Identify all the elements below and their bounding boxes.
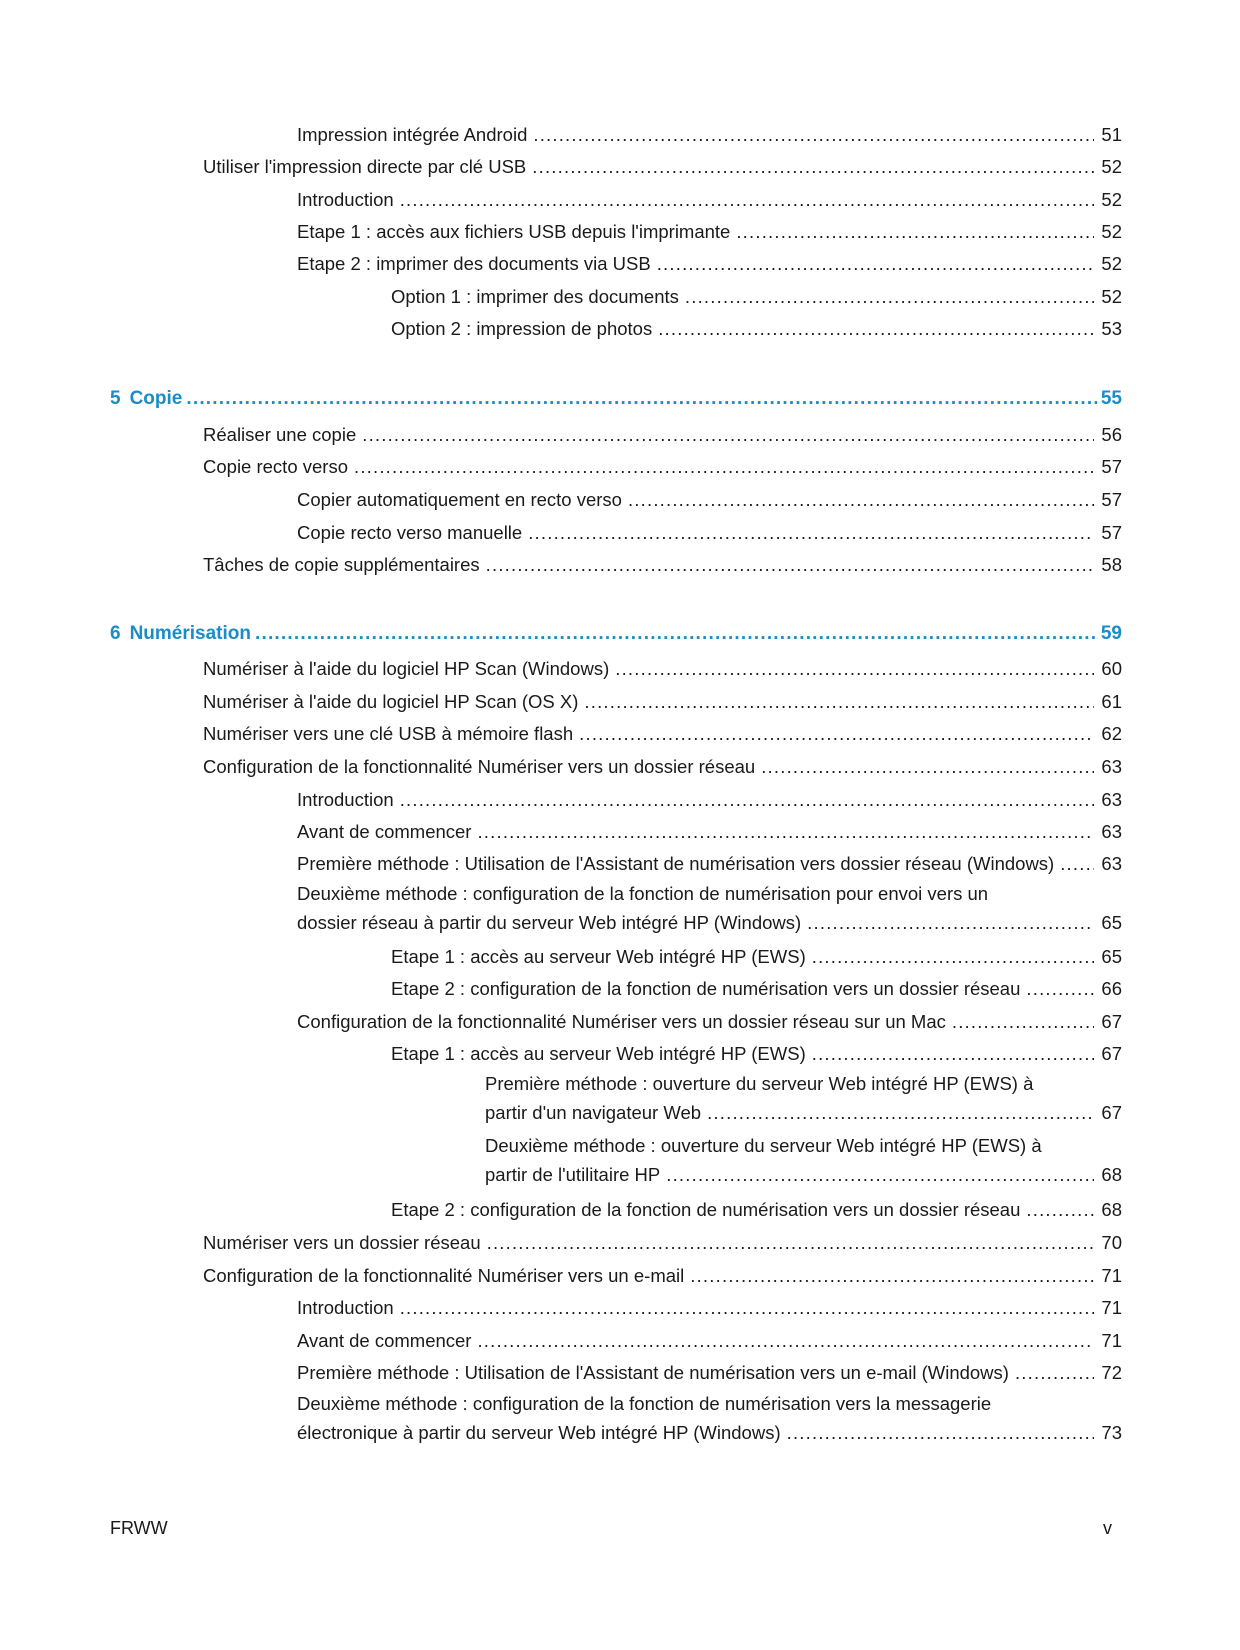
toc-entry[interactable]: Avant de commencer ..... 63 — [297, 821, 1122, 843]
toc-entry[interactable]: Numériser vers un dossier réseau ..... 70 — [203, 1232, 1122, 1254]
toc-entry[interactable]: Configuration de la fonctionnalité Numériser vers un e-mail ..... 71 — [203, 1265, 1122, 1287]
toc-entry[interactable]: Numériser à l'aide du logiciel HP Scan (Windows) ..... 60 — [203, 658, 1122, 680]
toc-entry-multiline[interactable]: Première méthode : ouverture du serveur Web intégré HP (EWS) à partir d'un navigateur Web ..... 67 — [485, 1069, 1122, 1127]
toc-entry-multiline[interactable]: Deuxième méthode : configuration de la fonction de numérisation pour envoi vers un dossier réseau à partir du serveur Web intégré HP (Windows) ..... 65 — [297, 879, 1122, 937]
toc-entry[interactable]: Configuration de la fonctionnalité Numériser vers un dossier réseau sur un Mac ..... 67 — [297, 1011, 1122, 1033]
toc-entry[interactable]: Numériser à l'aide du logiciel HP Scan (OS X) ..... 61 — [203, 691, 1122, 713]
toc-entry[interactable]: Etape 2 : imprimer des documents via USB ..... 52 — [297, 253, 1122, 275]
toc-entry-multiline[interactable]: Deuxième méthode : configuration de la fonction de numérisation vers la messagerie électronique à partir du serveur Web intégré HP (Windows) ..... 73 — [297, 1389, 1122, 1447]
toc-entry[interactable]: Numériser vers une clé USB à mémoire flash ..... 62 — [203, 723, 1122, 745]
toc-entry[interactable]: Avant de commencer ..... 71 — [297, 1330, 1122, 1352]
toc-entry[interactable]: Option 2 : impression de photos ..... 53 — [391, 318, 1122, 340]
toc-entry[interactable]: Introduction ..... 71 — [297, 1297, 1122, 1319]
toc-entry[interactable]: Configuration de la fonctionnalité Numériser vers un dossier réseau ..... 63 — [203, 756, 1122, 778]
chapter-heading-numerisation[interactable]: 6 Numérisation ..... 59 — [110, 623, 1122, 645]
toc-entry[interactable]: Première méthode : Utilisation de l'Assistant de numérisation vers dossier réseau (Windows) ..... 63 — [297, 853, 1122, 875]
chapter-heading-copie[interactable]: 5 Copie ..... 55 — [110, 388, 1122, 410]
toc-entry[interactable]: Introduction ..... 52 — [297, 189, 1122, 211]
toc-entry[interactable]: Etape 2 : configuration de la fonction de numérisation vers un dossier réseau ..... 68 — [391, 1199, 1122, 1221]
toc-entry[interactable]: Impression intégrée Android ..... 51 — [297, 124, 1122, 146]
toc-entry[interactable]: Etape 2 : configuration de la fonction de numérisation vers un dossier réseau ..... 66 — [391, 978, 1122, 1000]
footer-document-code: FRWW — [110, 1518, 168, 1538]
toc-entry[interactable]: Copier automatiquement en recto verso ..... 57 — [297, 489, 1122, 511]
toc-entry[interactable]: Etape 1 : accès au serveur Web intégré HP (EWS) ..... 67 — [391, 1043, 1122, 1065]
toc-entry[interactable]: Tâches de copie supplémentaires ..... 58 — [203, 554, 1122, 576]
toc-entry[interactable]: Etape 1 : accès au serveur Web intégré HP (EWS) ..... 65 — [391, 946, 1122, 968]
toc-entry[interactable]: Option 1 : imprimer des documents ..... 52 — [391, 286, 1122, 308]
toc-entry[interactable]: Copie recto verso manuelle ..... 57 — [297, 522, 1122, 544]
footer-page-number: v — [1103, 1518, 1112, 1538]
toc-entry-multiline[interactable]: Deuxième méthode : ouverture du serveur Web intégré HP (EWS) à partir de l'utilitaire HP ..... 68 — [485, 1131, 1122, 1189]
toc-entry[interactable]: Utiliser l'impression directe par clé USB ..... 52 — [203, 156, 1122, 178]
toc-entry[interactable]: Première méthode : Utilisation de l'Assistant de numérisation vers un e-mail (Windows) ..... 72 — [297, 1362, 1122, 1384]
toc-entry[interactable]: Introduction ..... 63 — [297, 789, 1122, 811]
toc-entry[interactable]: Etape 1 : accès aux fichiers USB depuis l'imprimante ..... 52 — [297, 221, 1122, 243]
toc-entry[interactable]: Réaliser une copie ..... 56 — [203, 424, 1122, 446]
toc-entry[interactable]: Copie recto verso ..... 57 — [203, 456, 1122, 478]
